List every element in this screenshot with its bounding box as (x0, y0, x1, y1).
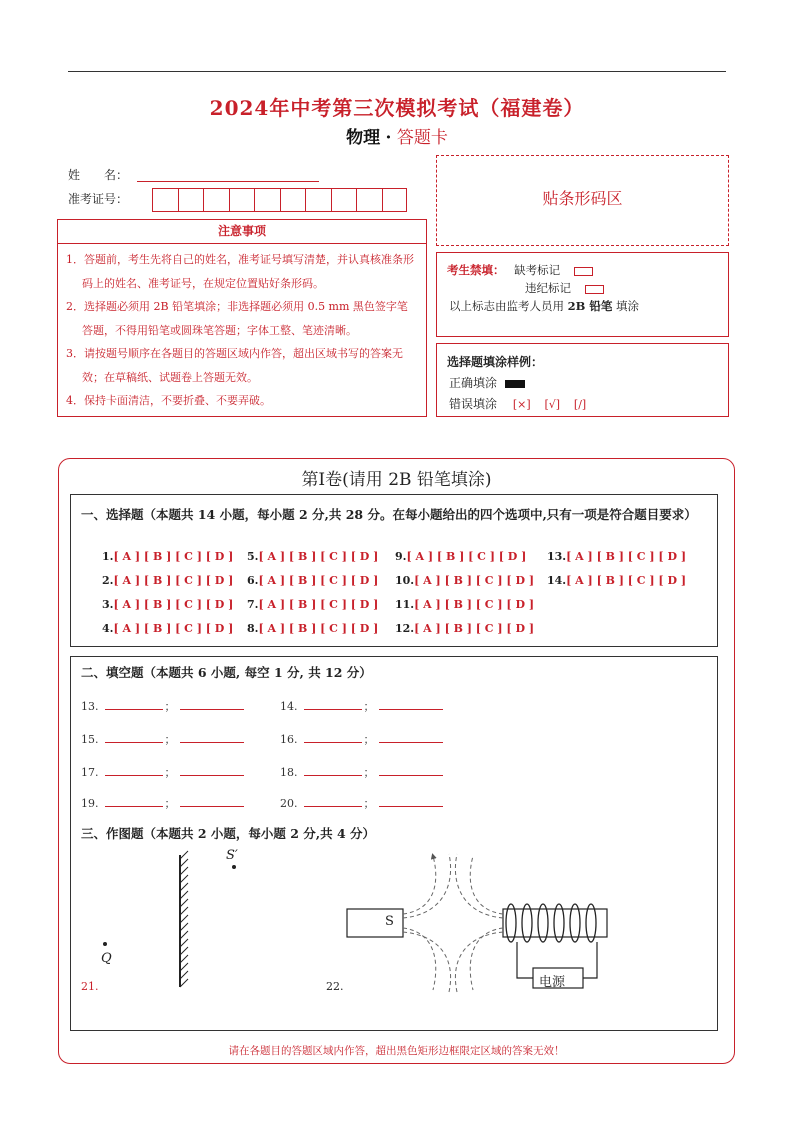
choice-question-12[interactable]: 12.[ A ] [ B ] [ C ] [ D ] (395, 622, 535, 635)
barcode-area[interactable]: 贴条形码区 (436, 155, 729, 246)
top-rule (68, 71, 726, 72)
fill-item-14[interactable]: 14. ； (280, 698, 443, 714)
exam-id-label: 准考证号： (68, 192, 129, 206)
violation-mark-box[interactable] (585, 285, 604, 294)
choice-question-2[interactable]: 2.[ A ] [ B ] [ C ] [ D ] (102, 574, 234, 587)
subtitle-dot: · (385, 128, 392, 148)
page-title: 2024年中考第三次模拟考试（福建卷） (209, 96, 585, 120)
fill-item-13[interactable]: 13. ； (81, 698, 244, 714)
notice-title: 注意事项 (58, 220, 426, 244)
s-prime-label: S′ (226, 848, 238, 863)
ban-note-prefix: 以上标志由监考人员用 (449, 299, 564, 313)
violation-label: 违纪标记 (525, 281, 571, 295)
figure-21-number: 21. (81, 980, 99, 993)
draw-header: 三、作图题（本题共 2 小题，每小题 2 分,共 4 分） (81, 826, 376, 841)
correct-fill-label: 正确填涂 (449, 376, 498, 390)
absent-mark-box[interactable] (574, 267, 593, 276)
choice-question-7[interactable]: 7.[ A ] [ B ] [ C ] [ D ] (247, 598, 379, 611)
sample-title: 选择题填涂样例： (447, 355, 544, 369)
correct-fill-mark (505, 380, 525, 388)
fill-item-17[interactable]: 17. ； (81, 764, 244, 780)
footer-warning: 请在各题目的答题区域内作答，超出黑色矩形边框限定区域的答案无效！ (228, 1045, 565, 1057)
proctor-only-panel (436, 252, 729, 337)
choice-question-14[interactable]: 14.[ A ] [ B ] [ C ] [ D ] (547, 574, 687, 587)
subject-label: 物理 (346, 128, 381, 148)
sheet-label: 答题卡 (396, 128, 448, 148)
exam-id-boxes[interactable] (152, 188, 407, 212)
choice-question-13[interactable]: 13.[ A ] [ B ] [ C ] [ D ] (547, 550, 687, 563)
name-field[interactable] (137, 181, 319, 182)
ban-title: 考生禁填： (447, 263, 505, 277)
fill-header: 二、填空题（本题共 6 小题, 每空 1 分, 共 12 分） (81, 665, 372, 680)
choice-question-5[interactable]: 5.[ A ] [ B ] [ C ] [ D ] (247, 550, 379, 563)
fill-item-20[interactable]: 20. ； (280, 795, 443, 811)
wrong-mark-check: [√] (544, 398, 561, 411)
power-source-label: 电源 (539, 975, 566, 990)
choice-question-4[interactable]: 4.[ A ] [ B ] [ C ] [ D ] (102, 622, 234, 635)
choice-question-3[interactable]: 3.[ A ] [ B ] [ C ] [ D ] (102, 598, 234, 611)
notice-panel (57, 219, 427, 417)
notice-item: 1．答题前，考生先将自己的姓名，准考证号填写清楚，并认真核准条形码上的姓名、准考证号，在规定位置贴好条形码。 (66, 253, 414, 290)
ban-note-bold: 2B 铅笔 (567, 299, 613, 313)
choice-question-10[interactable]: 10.[ A ] [ B ] [ C ] [ D ] (395, 574, 535, 587)
figure-21-mirror[interactable] (80, 845, 260, 995)
choice-question-11[interactable]: 11.[ A ] [ B ] [ C ] [ D ] (395, 598, 535, 611)
choice-header: 一、选择题（本题共 14 小题，每小题 2 分,共 28 分。在每小题给出的四个选项中,只有一项是符合题目要求） (81, 507, 697, 522)
notice-item: 3．请按题号顺序在各题目的答题区域内作答，超出区域书写的答案无效；在草稿纸、试题卷上答题无效。 (66, 347, 403, 384)
fill-item-15[interactable]: 15. ； (81, 731, 244, 747)
name-label: 姓 名： (68, 168, 129, 182)
wrong-mark-cross: [×] (512, 398, 531, 411)
figure-22-number: 22. (326, 980, 344, 993)
wrong-fill-label: 错误填涂 (449, 397, 498, 411)
notice-item: 2．选择题必须用 2B 铅笔填涂；非选择题必须用 0.5 mm 黑色签字笔答题，不得用铅笔或圆珠笔答题；字体工整、笔迹清晰。 (66, 300, 408, 337)
choice-question-9[interactable]: 9.[ A ] [ B ] [ C ] [ D ] (395, 550, 527, 563)
choice-question-8[interactable]: 8.[ A ] [ B ] [ C ] [ D ] (247, 622, 379, 635)
absent-label: 缺考标记 (514, 263, 561, 277)
fill-item-16[interactable]: 16. ； (280, 731, 443, 747)
fill-sample-panel (436, 343, 729, 417)
choice-question-6[interactable]: 6.[ A ] [ B ] [ C ] [ D ] (247, 574, 379, 587)
choice-question-1[interactable]: 1.[ A ] [ B ] [ C ] [ D ] (102, 550, 234, 563)
fill-item-18[interactable]: 18. ； (280, 764, 443, 780)
magnet-pole-label: S (385, 914, 394, 929)
part1-title: 第Ⅰ卷(请用 2B 铅笔填涂) (301, 470, 492, 490)
ban-note-suffix: 填涂 (616, 299, 640, 313)
fill-item-19[interactable]: 19. ； (81, 795, 244, 811)
page-subtitle (0, 123, 794, 148)
q-label: Q (101, 951, 112, 966)
notice-item: 4．保持卡面清洁，不要折叠、不要弄破。 (66, 394, 271, 407)
wrong-mark-slash: [/] (573, 398, 587, 411)
